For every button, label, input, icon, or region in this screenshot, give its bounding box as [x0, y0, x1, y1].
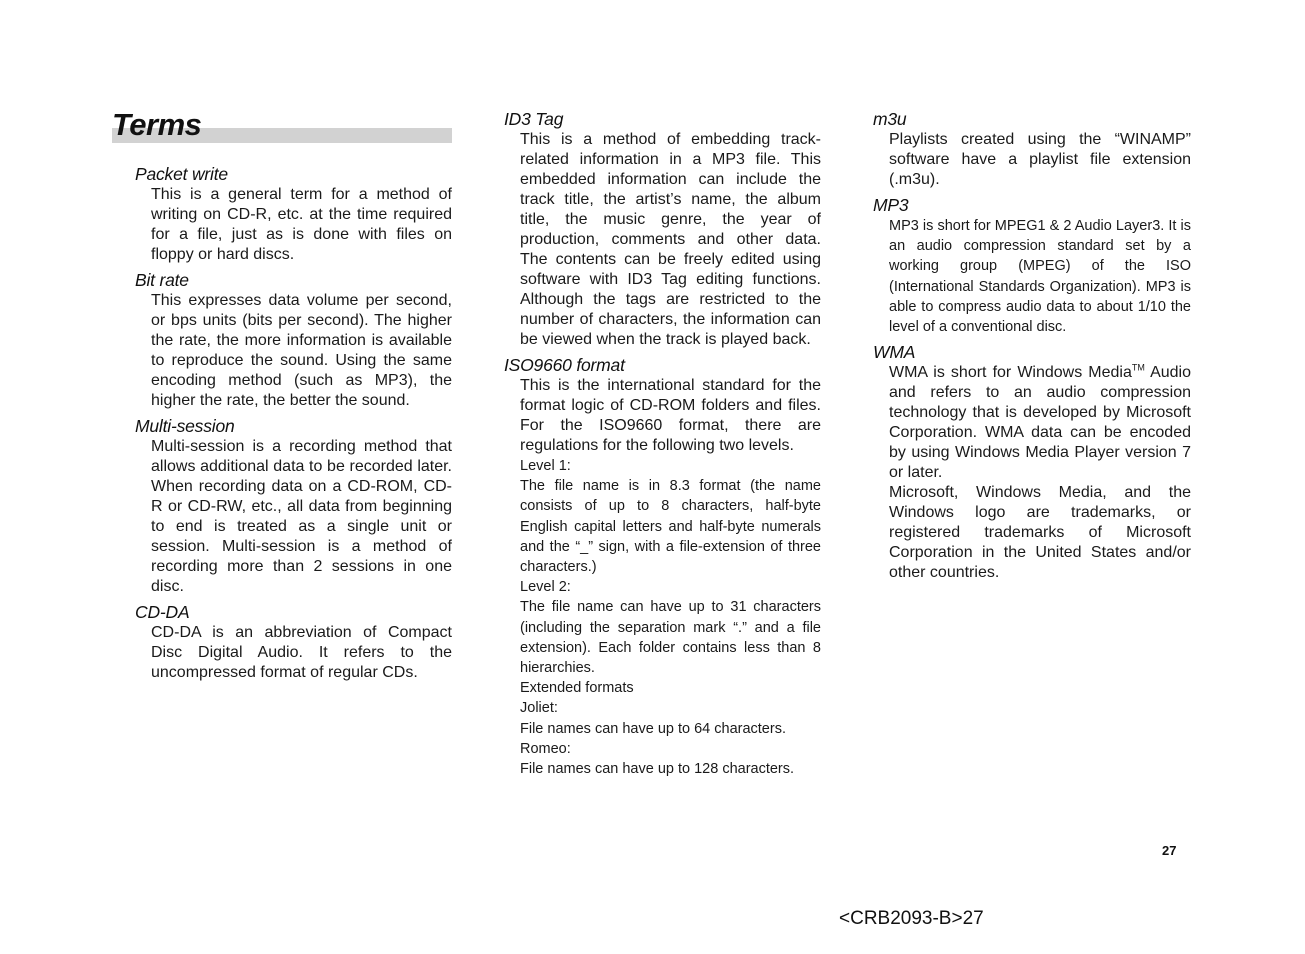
term-title: ISO9660 format: [504, 355, 625, 375]
term-id3-tag: [504, 108, 821, 350]
term-body: CD-DA is an abbreviation of Compact Disc Digital Audio. It refers to the uncompressed format of regular CDs.: [151, 624, 452, 681]
level1-text: The file name is in 8.3 format (the name consists of up to 8 characters, half-byte English capital letters and half-byte numerals and the “_” sign, with a file-extension of three characters.): [520, 478, 821, 576]
level1-label: Level 1:: [520, 458, 571, 474]
term-wma: [873, 341, 1191, 583]
term-body: This is the international standard for the format logic of CD-ROM folders and files. For the ISO9660 format, there are regulations for the following two levels.: [520, 377, 821, 454]
heading-block: [112, 104, 452, 146]
term-title: Packet write: [135, 164, 228, 184]
joliet-text: File names can have up to 64 characters.: [520, 720, 786, 737]
level2-text: The file name can have up to 31 characters (including the separation mark “.” and a file extension). Each folder contains less than 8 hierarchies.: [520, 599, 821, 677]
document-code: <CRB2093-B>27: [839, 908, 984, 929]
page-number: 27: [1162, 843, 1177, 858]
term-title: ID3 Tag: [504, 109, 564, 129]
term-title: Multi-session: [135, 416, 235, 436]
iso9660-details: [520, 456, 821, 779]
term-body: This expresses data volume per second, or bps units (bits per second). The higher the rate, the more information is available to reproduce the sound. Using the same encoding method (such as MP3), the higher the rate, the better the sound.: [151, 292, 452, 409]
romeo-text: File names can have up to 128 characters.: [520, 761, 795, 778]
term-title: CD-DA: [135, 602, 190, 622]
term-mp3: [873, 194, 1191, 337]
term-body: This is a method of embedding track-related information in a MP3 file. This embedded information can include the track title, the artist’s name, the album title, the music genre, the year of production, comments and other data. The contents can be freely edited using software with ID3 Tag editing functions. Although the tags are restricted to the number of characters, the information can be viewed when the track is played back.: [520, 131, 821, 348]
term-bit-rate: [135, 269, 452, 411]
wma-description: [889, 363, 1191, 483]
trademark-notice: Microsoft, Windows Media, and the Windows logo are trademarks, or registered trademarks of Microsoft Corporation in the United States and/or other countries.: [889, 484, 1191, 582]
term-body: Multi-session is a recording method that allows additional data to be recorded later. When recording data on a CD-ROM, CD-R or CD-RW, etc., all data from beginning to end is treated as a single unit or session. Multi-session is a method of recording more than 2 sessions in one disc.: [151, 438, 452, 595]
column-right: [873, 108, 1191, 587]
term-title: Bit rate: [135, 270, 189, 290]
term-body: This is a general term for a method of writing on CD-R, etc. at the time required for a file, just as is done with files on floppy or hard discs.: [151, 186, 452, 263]
column-left: [135, 163, 452, 687]
page-title: Terms: [112, 107, 202, 142]
wma-text-start: WMA is short for Windows Media: [889, 364, 1132, 382]
term-body: Playlists created using the “WINAMP” software have a playlist file extension (.m3u).: [889, 131, 1191, 188]
term-m3u: [873, 108, 1191, 190]
term-body: [889, 363, 1191, 583]
term-title: m3u: [873, 109, 907, 129]
term-multi-session: [135, 415, 452, 597]
joliet-label: Joliet:: [520, 700, 558, 717]
term-packet-write: [135, 163, 452, 265]
extended-label: Extended formats: [520, 680, 634, 697]
term-title: MP3: [873, 195, 909, 215]
wma-text-end: Audio and refers to an audio compression technology that is developed by Microsoft Corporation. WMA data can be encoded by using Windows Media Player version 7 or later.: [889, 364, 1192, 482]
term-title: WMA: [873, 342, 916, 363]
romeo-label: Romeo:: [520, 740, 571, 757]
term-iso9660: [504, 354, 821, 779]
trademark-symbol: TM: [1131, 362, 1145, 373]
term-cd-da: [135, 601, 452, 683]
term-body: MP3 is short for MPEG1 & 2 Audio Layer3. It is an audio compression standard set by a working group (MPEG) of the ISO (International Standards Organization). MP3 is able to compress audio data to about 1/10 the level of a conventional disc.: [889, 218, 1191, 336]
column-middle: [504, 108, 821, 783]
level2-label: Level 2:: [520, 579, 571, 596]
